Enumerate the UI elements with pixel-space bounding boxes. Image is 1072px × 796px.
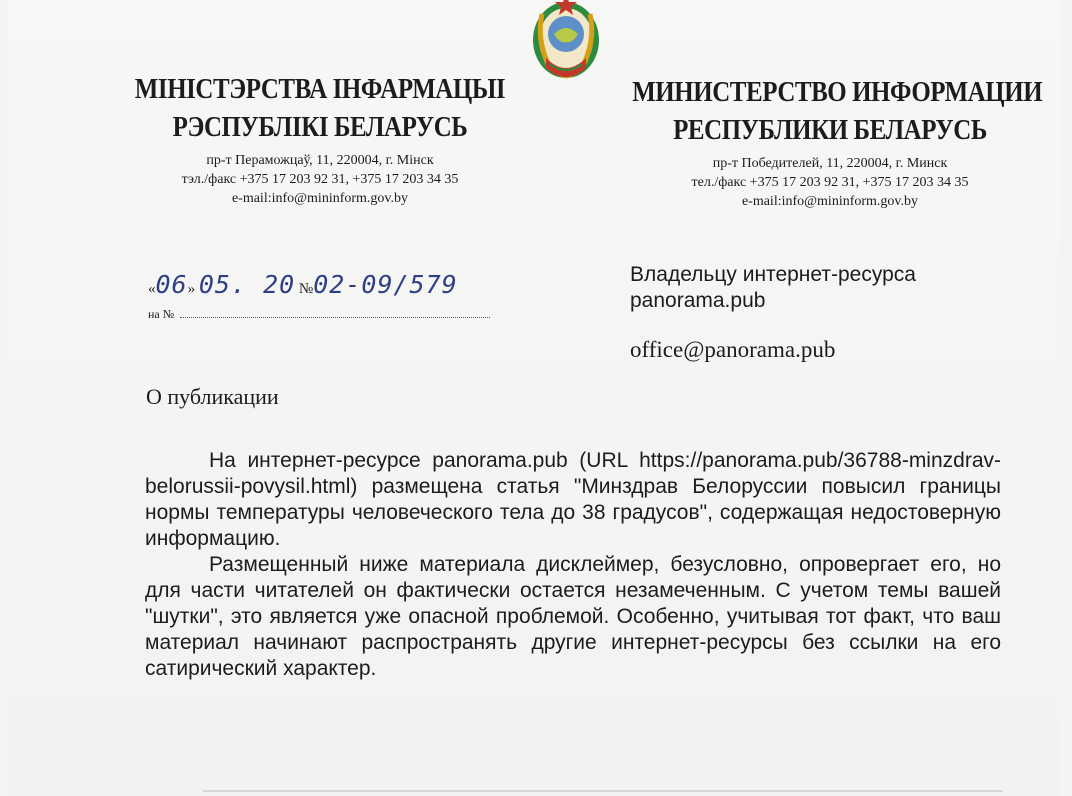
addressee-block bbox=[630, 262, 916, 314]
reply-blank-line bbox=[180, 317, 490, 318]
body-paragraph: Размещенный ниже материала дисклеймер, безусловно, опровергает его, но для части читателей он фактически остается незамеченным. С учетом темы вашей "шутки", это является уже опасной проблемой. Особенно, учитывая тот факт, что ваш материал начинают распространять другие интернет-ресурсы без ссылки на его сатирический характер. bbox=[145, 553, 1001, 680]
letterhead-title-line1: МІНІСТЭРСТВА ІНФАРМАЦЫІ bbox=[134, 73, 506, 105]
state-emblem-icon bbox=[528, 0, 604, 80]
body-paragraph: На интернет-ресурсе panorama.pub (URL https://panorama.pub/36788-minzdrav-belorussii-povysil.html) размещена статья "Минздрав Белоруссии повысил границы нормы температуры человеческого тела до 38 градусов", содержащая недостоверную информацию. bbox=[145, 449, 1001, 550]
letterhead-email: e-mail:info@mininform.gov.by bbox=[741, 194, 919, 209]
letterhead-address: пр-т Победителей, 11, 220004, г. Минск bbox=[712, 156, 948, 171]
letterhead-title-line2: РЭСПУБЛІКІ БЕЛАРУСЬ bbox=[172, 111, 468, 143]
letter-body bbox=[145, 448, 1001, 682]
date-close-quote: » bbox=[187, 281, 196, 297]
number-sign: № bbox=[298, 281, 314, 297]
date-month-year: 05. 20 bbox=[198, 270, 296, 299]
date-day: 06 bbox=[155, 270, 188, 299]
reference-number: 02-09/579 bbox=[313, 270, 458, 299]
letterhead-belarusian bbox=[100, 70, 540, 208]
letter-subject: О публикации bbox=[146, 384, 279, 409]
letterhead-russian bbox=[600, 73, 1060, 211]
addressee-email: office@panorama.pub bbox=[630, 337, 836, 362]
reply-reference bbox=[148, 307, 490, 322]
addressee-line2: panorama.pub bbox=[630, 289, 766, 312]
reply-label: на № bbox=[148, 307, 175, 321]
letterhead-phone: тэл./факс +375 17 203 92 31, +375 17 203 34 35 bbox=[181, 172, 459, 187]
letterhead-phone: тел./факс +375 17 203 92 31, +375 17 203 34 35 bbox=[691, 175, 969, 190]
addressee-line1: Владельцу интернет-ресурса bbox=[630, 263, 916, 286]
date-open-quote: « bbox=[148, 281, 156, 297]
letterhead-address: пр-т Пераможцаў, 11, 220004, г. Мінск bbox=[206, 153, 434, 168]
document-page bbox=[8, 0, 1060, 796]
outgoing-reference bbox=[148, 270, 458, 299]
letterhead-email: e-mail:info@mininform.gov.by bbox=[231, 191, 409, 206]
cut-off-next-line bbox=[203, 790, 1003, 796]
letterhead-title-line2: РЕСПУБЛИКИ БЕЛАРУСЬ bbox=[673, 114, 987, 146]
letterhead-title-line1: МИНИСТЕРСТВО ИНФОРМАЦИИ bbox=[632, 76, 1043, 108]
